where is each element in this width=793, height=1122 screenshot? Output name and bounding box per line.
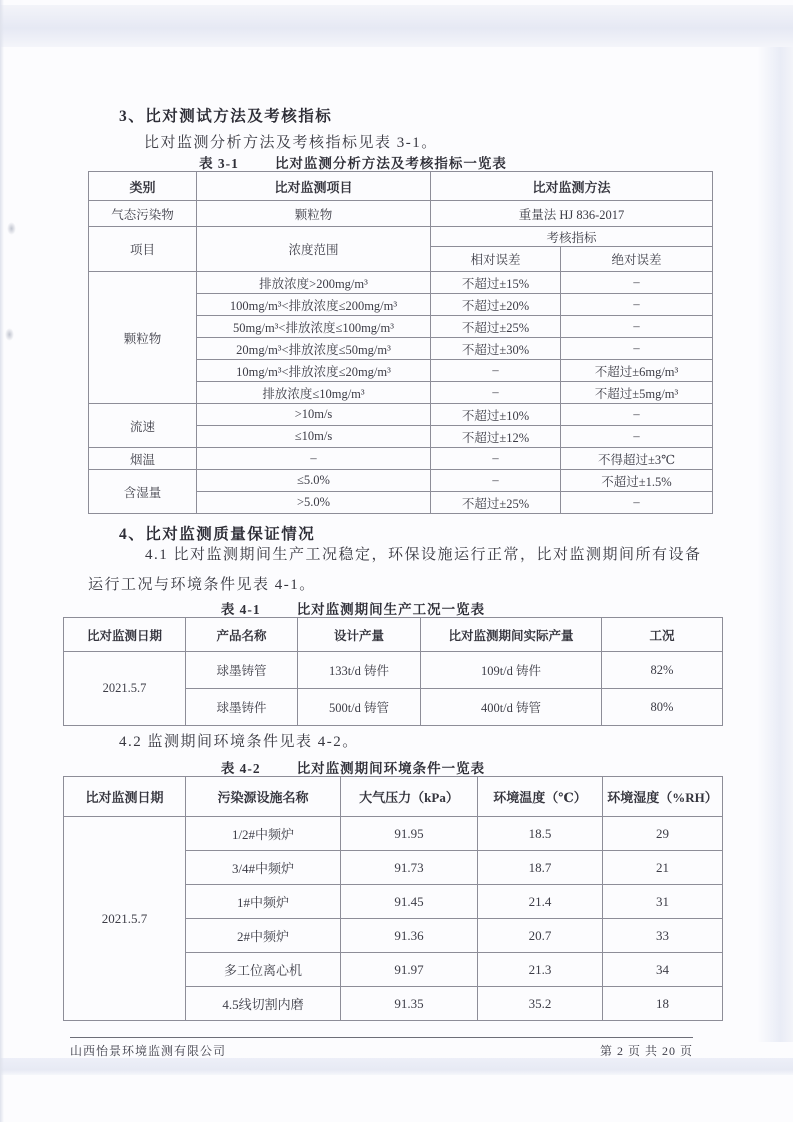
t41-header-date: 比对监测日期 [64,618,186,652]
t42-cell-humidity: 33 [603,919,723,953]
paragraph-4-1-line1: 4.1 比对监测期间生产工况稳定，环保设施运行正常，比对监测期间所有设备 [145,547,702,563]
scan-artifact [5,328,14,341]
page-footer [70,1042,693,1059]
t42-cell-facility: 3/4#中频炉 [186,851,341,885]
t42-cell-temperature: 21.4 [478,885,603,919]
t31-cell-rel: 不超过±30% [431,338,561,360]
t41-header-condition: 工况 [602,618,723,652]
t42-cell-humidity: 21 [603,851,723,885]
t31-cell-abs: – [561,272,713,294]
t42-cell-pressure: 91.97 [341,953,478,987]
t41-header-actual-output: 比对监测期间实际产量 [421,618,602,652]
t31-cell-range: 100mg/m³<排放浓度≤200mg/m³ [197,294,431,316]
t42-cell-pressure: 91.36 [341,919,478,953]
t31-cell-abs: – [561,404,713,426]
t42-header-facility: 污染源设施名称 [186,777,341,817]
paragraph-4-1-line2: 运行工况与环境条件见表 4-1。 [88,577,316,593]
scan-shade-top [0,5,793,47]
t31-cell-rel: 不超过±15% [431,272,561,294]
section3-heading: 3、比对测试方法及考核指标 [119,108,333,125]
t42-header-humidity: 环境湿度（%RH） [603,777,723,817]
t31-cell-range: 排放浓度≤10mg/m³ [197,382,431,404]
t42-cell-humidity: 18 [603,987,723,1021]
t31-cell-range: – [197,448,431,470]
footer-divider [70,1037,693,1038]
t31-cell-rel: 不超过±20% [431,294,561,316]
footer-page-number: 第 2 页 共 20 页 [599,1044,693,1058]
t42-cell-humidity: 29 [603,817,723,851]
table3-1-caption-title: 比对监测分析方法及考核指标一览表 [274,156,507,171]
t41-cell-condition: 80% [602,689,723,726]
table3-1-caption-label: 表 3-1 [199,156,239,171]
t31-group-temp: 烟温 [89,448,197,470]
t31-cell-rel: 不超过±12% [431,426,561,448]
t31-cell-range: 10mg/m³<排放浓度≤20mg/m³ [197,360,431,382]
t31-cell-range: ≤5.0% [197,470,431,492]
t31-cell-category: 气态污染物 [89,201,197,227]
t42-cell-humidity: 31 [603,885,723,919]
t31-header-absolute-error: 绝对误差 [561,247,713,272]
table4-2-caption-label: 表 4-2 [220,761,261,776]
t42-cell-date: 2021.5.7 [64,817,186,1021]
t31-cell-range: >5.0% [197,492,431,514]
t31-cell-abs: – [561,294,713,316]
t31-cell-range: 20mg/m³<排放浓度≤50mg/m³ [197,338,431,360]
t42-cell-facility: 4.5线切割内磨 [186,987,341,1021]
t31-header-range: 浓度范围 [197,227,431,272]
t42-cell-temperature: 18.5 [478,817,603,851]
t31-cell-rel: 不超过±25% [431,492,561,514]
t31-cell-range: >10m/s [197,404,431,426]
t42-header-date: 比对监测日期 [64,777,186,817]
t42-cell-temperature: 21.3 [478,953,603,987]
t42-header-pressure: 大气压力（kPa） [341,777,478,817]
table4-1-caption-label: 表 4-1 [220,602,261,617]
footer-company-name: 山西怡景环境监测有限公司 [70,1044,227,1058]
t41-cell-design: 500t/d 铸管 [298,689,421,726]
t41-cell-actual: 400t/d 铸管 [421,689,602,726]
t42-cell-pressure: 91.35 [341,987,478,1021]
table4-1-caption-title: 比对监测期间生产工况一览表 [296,602,486,617]
t41-cell-condition: 82% [602,652,723,689]
scan-edge-left [0,0,4,1122]
t31-cell-range: ≤10m/s [197,426,431,448]
t41-cell-product: 球墨铸管 [186,652,298,689]
t31-cell-abs: – [561,338,713,360]
t31-cell-abs: 不超过±5mg/m³ [561,382,713,404]
t31-header-assess: 考核指标 [431,227,713,247]
t42-cell-facility: 1/2#中频炉 [186,817,341,851]
t42-header-temperature: 环境温度（℃） [478,777,603,817]
t42-cell-pressure: 91.73 [341,851,478,885]
t31-cell-rel: 不超过±10% [431,404,561,426]
section4-heading: 4、比对监测质量保证情况 [119,526,316,543]
scan-shade-right [757,47,793,1042]
t42-cell-humidity: 34 [603,953,723,987]
t31-group-particulate: 颗粒物 [89,272,197,404]
t31-cell-rel: – [431,448,561,470]
table4-1-caption [63,598,643,618]
t31-group-velocity: 流速 [89,404,197,448]
t31-header-item: 比对监测项目 [197,172,431,201]
paragraph-4-1 [88,540,728,600]
t31-header-category: 类别 [89,172,197,201]
section3-intro: 比对监测分析方法及考核指标见表 3-1。 [144,135,438,151]
t41-cell-design: 133t/d 铸件 [298,652,421,689]
t31-cell-abs: – [561,426,713,448]
t31-cell-range: 排放浓度>200mg/m³ [197,272,431,294]
table-4-2 [63,776,723,1021]
table-3-1 [88,171,713,514]
t31-cell-rel: – [431,360,561,382]
t42-cell-pressure: 91.95 [341,817,478,851]
scan-artifact [7,222,16,235]
t41-header-product: 产品名称 [186,618,298,652]
t31-header-relative-error: 相对误差 [431,247,561,272]
t31-cell-abs: – [561,492,713,514]
t31-cell-range: 50mg/m³<排放浓度≤100mg/m³ [197,316,431,338]
paragraph-4-2: 4.2 监测期间环境条件见表 4-2。 [119,734,359,750]
t42-cell-facility: 2#中频炉 [186,919,341,953]
t31-cell-method: 重量法 HJ 836-2017 [431,201,713,227]
t42-cell-facility: 1#中频炉 [186,885,341,919]
table-4-1 [63,617,723,726]
t42-cell-temperature: 18.7 [478,851,603,885]
t31-header-project: 项目 [89,227,197,272]
t42-cell-temperature: 20.7 [478,919,603,953]
t31-cell-rel: – [431,470,561,492]
t41-cell-actual: 109t/d 铸件 [421,652,602,689]
t31-cell-abs: 不超过±6mg/m³ [561,360,713,382]
t31-cell-abs: – [561,316,713,338]
t41-cell-product: 球墨铸件 [186,689,298,726]
t42-cell-facility: 多工位离心机 [186,953,341,987]
t31-cell-item: 颗粒物 [197,201,431,227]
t31-cell-abs: 不超过±1.5% [561,470,713,492]
table4-2-caption [63,757,643,777]
t31-cell-rel: – [431,382,561,404]
table3-1-caption [63,152,643,172]
t41-header-design-output: 设计产量 [298,618,421,652]
t42-cell-pressure: 91.45 [341,885,478,919]
table4-2-caption-title: 比对监测期间环境条件一览表 [296,761,486,776]
t41-cell-date: 2021.5.7 [64,652,186,726]
t31-cell-abs: 不得超过±3℃ [561,448,713,470]
t31-cell-rel: 不超过±25% [431,316,561,338]
t31-group-moisture: 含湿量 [89,470,197,514]
t31-header-method: 比对监测方法 [431,172,713,201]
t42-cell-temperature: 35.2 [478,987,603,1021]
scan-shade-bottom [0,1058,793,1075]
